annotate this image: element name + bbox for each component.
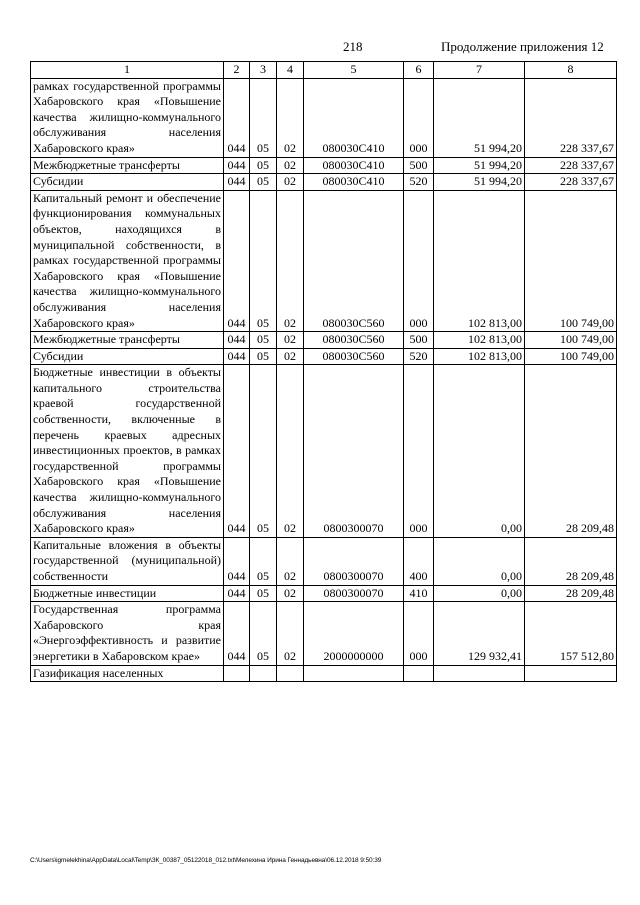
cell-subsection: 02 <box>277 585 304 602</box>
cell-ministry: 044 <box>224 174 250 191</box>
continuation-label: Продолжение приложения 12 <box>441 39 604 54</box>
cell-amount-2: 228 337,67 <box>525 157 617 174</box>
cell-target-article: 080030С410 <box>304 157 404 174</box>
cell-amount-1: 102 813,00 <box>434 348 525 365</box>
cell-ministry: 044 <box>224 602 250 665</box>
cell-amount-2: 228 337,67 <box>525 78 617 157</box>
cell-ministry: 044 <box>224 348 250 365</box>
cell-expense-type <box>404 665 434 682</box>
cell-subsection: 02 <box>277 78 304 157</box>
cell-section: 05 <box>250 78 277 157</box>
cell-section: 05 <box>250 332 277 349</box>
cell-section <box>250 665 277 682</box>
cell-amount-1: 129 932,41 <box>434 602 525 665</box>
cell-amount-1: 102 813,00 <box>434 332 525 349</box>
column-header: 7 <box>434 62 525 79</box>
cell-amount-1: 0,00 <box>434 365 525 538</box>
cell-section: 05 <box>250 602 277 665</box>
table-row <box>31 157 617 174</box>
cell-expense-type: 000 <box>404 602 434 665</box>
column-header: 2 <box>224 62 250 79</box>
cell-expense-type: 000 <box>404 365 434 538</box>
row-name: Субсидии <box>31 174 224 191</box>
cell-amount-1: 102 813,00 <box>434 190 525 331</box>
column-header: 8 <box>525 62 617 79</box>
table-row <box>31 585 617 602</box>
cell-expense-type: 000 <box>404 190 434 331</box>
cell-expense-type: 500 <box>404 157 434 174</box>
cell-expense-type: 520 <box>404 348 434 365</box>
cell-ministry: 044 <box>224 365 250 538</box>
table-row <box>31 365 617 538</box>
cell-ministry: 044 <box>224 537 250 585</box>
cell-expense-type: 400 <box>404 537 434 585</box>
row-name: Межбюджетные трансферты <box>31 332 224 349</box>
cell-section: 05 <box>250 348 277 365</box>
cell-target-article: 080030С560 <box>304 348 404 365</box>
page-number: 218 <box>343 39 363 54</box>
cell-target-article: 0800300070 <box>304 537 404 585</box>
row-name: Бюджетные инвестиции в объекты капитального строительства краевой государственной собственности, включенные в перечень краевых адресных инвестиционных проектов, в рамках государственной программы Хабаровского края «Повышение качества жилищно-коммунального обслуживания населения Хабаровского края» <box>31 365 224 538</box>
cell-ministry: 044 <box>224 585 250 602</box>
row-name: Капитальные вложения в объекты государственной (муниципальной) собственности <box>31 537 224 585</box>
cell-subsection: 02 <box>277 537 304 585</box>
table-row <box>31 78 617 157</box>
cell-amount-2: 28 209,48 <box>525 365 617 538</box>
cell-amount-2: 228 337,67 <box>525 174 617 191</box>
file-path-footer: C:\Users\igmelekhina\AppData\Local\Temp\ЗК_00387_05122018_012.txt\Мелехина Ирина Геннадьевна\06.12.2018 9:50:39 <box>30 857 382 864</box>
cell-expense-type: 500 <box>404 332 434 349</box>
cell-ministry: 044 <box>224 157 250 174</box>
cell-target-article: 080030С410 <box>304 174 404 191</box>
cell-section: 05 <box>250 537 277 585</box>
cell-section: 05 <box>250 585 277 602</box>
cell-subsection: 02 <box>277 348 304 365</box>
budget-table <box>30 61 617 682</box>
cell-subsection <box>277 665 304 682</box>
cell-amount-1: 0,00 <box>434 537 525 585</box>
cell-section: 05 <box>250 157 277 174</box>
cell-target-article: 0800300070 <box>304 365 404 538</box>
cell-amount-2: 100 749,00 <box>525 190 617 331</box>
cell-subsection: 02 <box>277 157 304 174</box>
cell-section: 05 <box>250 365 277 538</box>
table-row <box>31 174 617 191</box>
cell-subsection: 02 <box>277 174 304 191</box>
cell-expense-type: 520 <box>404 174 434 191</box>
column-header: 5 <box>304 62 404 79</box>
row-name: Субсидии <box>31 348 224 365</box>
cell-amount-1: 51 994,20 <box>434 78 525 157</box>
row-name: Бюджетные инвестиции <box>31 585 224 602</box>
table-row <box>31 332 617 349</box>
row-name: Государственная программа Хабаровского края «Энергоэффективность и развитие энергетики в Хабаровском крае» <box>31 602 224 665</box>
cell-ministry: 044 <box>224 332 250 349</box>
cell-target-article: 2000000000 <box>304 602 404 665</box>
cell-expense-type: 410 <box>404 585 434 602</box>
cell-amount-1: 51 994,20 <box>434 174 525 191</box>
cell-target-article: 080030С560 <box>304 190 404 331</box>
table-row <box>31 602 617 665</box>
cell-amount-2 <box>525 665 617 682</box>
cell-subsection: 02 <box>277 365 304 538</box>
cell-subsection: 02 <box>277 190 304 331</box>
table-row <box>31 665 617 682</box>
cell-target-article: 0800300070 <box>304 585 404 602</box>
cell-ministry: 044 <box>224 78 250 157</box>
cell-expense-type: 000 <box>404 78 434 157</box>
table-row <box>31 190 617 331</box>
column-header: 4 <box>277 62 304 79</box>
cell-section: 05 <box>250 174 277 191</box>
cell-section: 05 <box>250 190 277 331</box>
cell-target-article: 080030С410 <box>304 78 404 157</box>
cell-subsection: 02 <box>277 332 304 349</box>
cell-amount-2: 28 209,48 <box>525 537 617 585</box>
cell-amount-1: 0,00 <box>434 585 525 602</box>
cell-amount-2: 100 749,00 <box>525 348 617 365</box>
cell-amount-2: 28 209,48 <box>525 585 617 602</box>
column-header: 6 <box>404 62 434 79</box>
cell-amount-2: 157 512,80 <box>525 602 617 665</box>
row-name: Газификация населенных <box>31 665 224 682</box>
cell-target-article: 080030С560 <box>304 332 404 349</box>
cell-subsection: 02 <box>277 602 304 665</box>
cell-amount-1: 51 994,20 <box>434 157 525 174</box>
cell-target-article <box>304 665 404 682</box>
header-row <box>31 62 617 79</box>
table-row <box>31 348 617 365</box>
column-header: 1 <box>31 62 224 79</box>
cell-ministry <box>224 665 250 682</box>
cell-amount-2: 100 749,00 <box>525 332 617 349</box>
cell-ministry: 044 <box>224 190 250 331</box>
row-name: Капитальный ремонт и обеспечение функционирования коммунальных объектов, находящихся в муниципальной собственности, в рамках государственной программы Хабаровского края «Повышение качества жилищно-коммунального обслуживания населения Хабаровского края» <box>31 190 224 331</box>
cell-amount-1 <box>434 665 525 682</box>
table-row <box>31 537 617 585</box>
row-name: рамках государственной программы Хабаровского края «Повышение качества жилищно-коммунального обслуживания населения Хабаровского края» <box>31 78 224 157</box>
row-name: Межбюджетные трансферты <box>31 157 224 174</box>
column-header: 3 <box>250 62 277 79</box>
